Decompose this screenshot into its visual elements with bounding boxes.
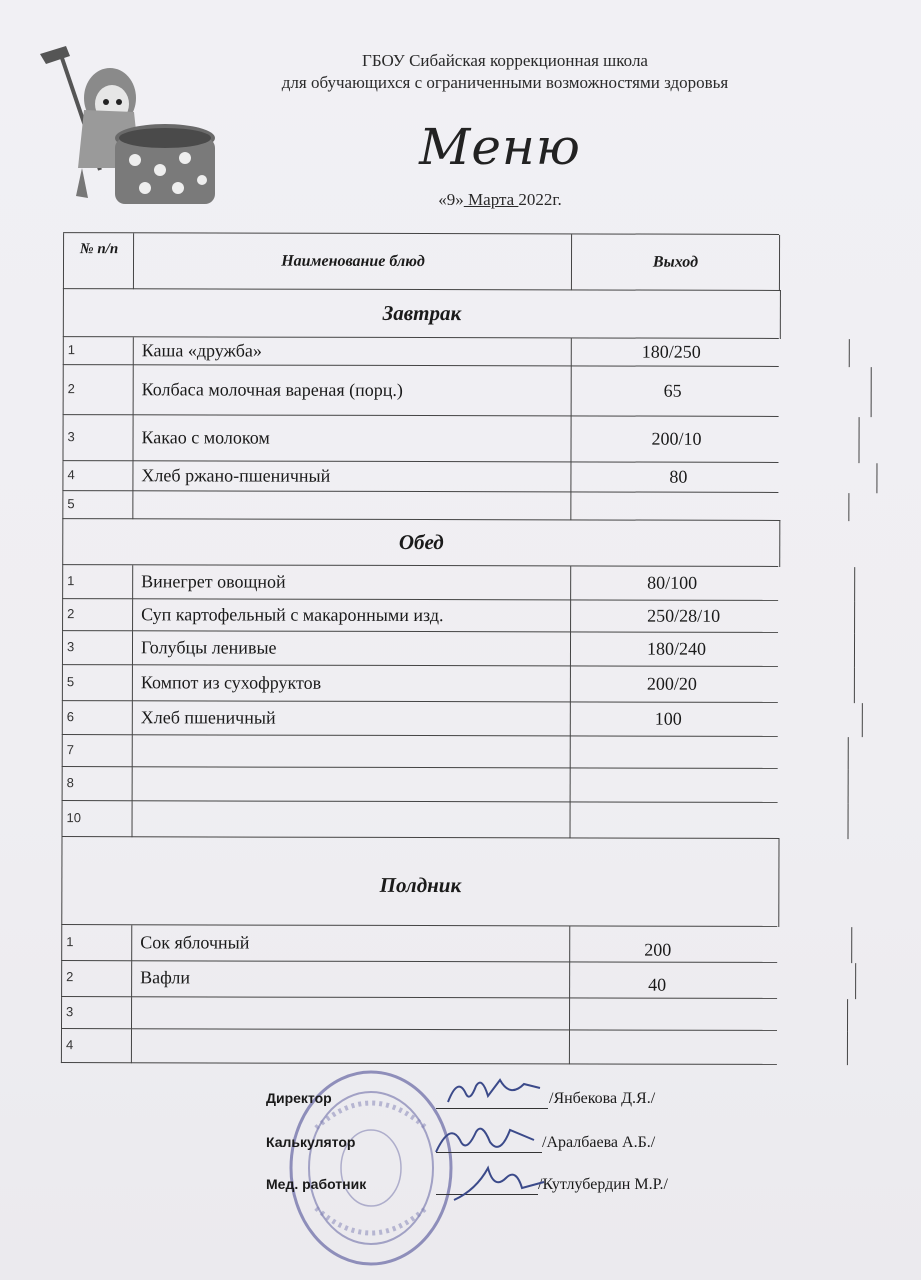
table-row — [62, 734, 778, 769]
signature-name: /Аралбаева А.Б./ — [542, 1134, 656, 1151]
row-dish: Суп картофельный с макаронными изд. — [132, 599, 579, 632]
row-number: 4 — [61, 1029, 136, 1063]
table-row — [62, 414, 778, 463]
table-row — [61, 924, 777, 963]
school-name — [210, 50, 800, 94]
row-output: 80 — [570, 462, 877, 493]
column-number-header: № п/п — [63, 233, 134, 289]
table-row — [61, 1028, 777, 1065]
row-dish — [131, 997, 578, 1030]
row-number: 8 — [62, 767, 137, 801]
row-number: 5 — [62, 665, 137, 701]
row-output: 200/20 — [570, 666, 855, 703]
row-output — [570, 768, 849, 803]
menu-date — [380, 190, 620, 210]
handwritten-signature — [450, 1160, 550, 1204]
row-number: 5 — [62, 491, 137, 519]
row-output — [570, 736, 849, 769]
signature-role: Калькулятор — [266, 1134, 356, 1150]
date-month: Марта — [463, 190, 519, 209]
signature-director — [266, 1090, 656, 1108]
row-output: 80/100 — [570, 566, 855, 601]
row-output: 180/250 — [571, 338, 850, 367]
row-dish — [132, 801, 579, 838]
row-number: 1 — [62, 565, 137, 599]
row-output: 40 — [569, 962, 856, 999]
row-output — [569, 1030, 848, 1065]
row-dish: Колбаса молочная вареная (порц.) — [133, 365, 580, 416]
row-number: 3 — [61, 997, 136, 1029]
table-header-row — [63, 232, 779, 291]
page-title: Меню — [419, 118, 581, 176]
row-dish: Винегрет овощной — [132, 565, 579, 600]
row-number: 2 — [62, 599, 137, 631]
row-number: 2 — [63, 365, 138, 415]
row-output: 200/10 — [570, 416, 859, 463]
signature-medic — [266, 1176, 668, 1194]
row-dish — [132, 491, 579, 520]
handwritten-signature — [430, 1120, 540, 1160]
row-dish: Какао с молоком — [132, 415, 579, 462]
menu-table — [61, 232, 779, 1064]
row-output — [570, 492, 849, 521]
table-row — [63, 336, 779, 367]
row-number: 3 — [62, 631, 137, 665]
row-dish: Каша «дружба» — [133, 337, 580, 366]
table-row — [62, 564, 778, 601]
column-output-header: Выход — [571, 234, 780, 291]
signature-name: /Янбекова Д.Я./ — [549, 1090, 656, 1107]
section-breakfast: Завтрак — [63, 288, 781, 339]
table-row — [62, 460, 778, 493]
row-dish: Хлеб ржано-пшеничный — [132, 461, 579, 492]
table-row — [61, 960, 777, 999]
table-row — [62, 630, 778, 667]
school-name-line2: для обучающихся с ограниченными возможностями здоровья — [281, 73, 729, 92]
row-number: 1 — [63, 337, 138, 365]
row-output: 65 — [571, 366, 872, 417]
row-output — [569, 998, 848, 1031]
row-number: 7 — [62, 735, 137, 767]
table-row — [62, 598, 778, 633]
row-number: 10 — [62, 801, 137, 837]
row-output: 200 — [569, 926, 852, 963]
table-row — [62, 766, 778, 803]
row-number: 6 — [62, 701, 137, 735]
row-output: 180/240 — [570, 632, 855, 667]
handwritten-signature — [440, 1072, 550, 1112]
row-output: 100 — [570, 702, 863, 737]
table-row — [62, 490, 778, 521]
row-dish — [132, 735, 579, 768]
row-number: 1 — [61, 925, 136, 961]
row-dish — [132, 767, 579, 802]
girl-with-pot-illustration — [20, 40, 220, 215]
row-output: 250/28/10 — [570, 600, 855, 633]
row-number: 3 — [62, 415, 137, 461]
table-row — [62, 700, 778, 737]
row-dish: Голубцы ленивые — [132, 631, 579, 666]
table-row — [62, 664, 778, 703]
date-year: 2022г. — [518, 190, 562, 209]
school-name-line1: ГБОУ Сибайская коррекционная школа — [362, 51, 648, 70]
signature-calculator — [266, 1134, 656, 1152]
row-number: 2 — [61, 961, 136, 997]
row-dish: Хлеб пшеничный — [132, 701, 579, 736]
signature-role: Мед. работник — [266, 1176, 367, 1192]
signature-role: Директор — [266, 1090, 332, 1106]
table-row — [62, 800, 778, 839]
date-day: «9» — [438, 190, 464, 209]
row-dish: Сок яблочный — [131, 925, 578, 962]
table-row — [63, 364, 779, 417]
section-lunch: Обед — [62, 518, 780, 567]
row-dish — [131, 1029, 578, 1064]
column-dish-header: Наименование блюд — [133, 233, 572, 290]
row-dish: Вафли — [131, 961, 578, 998]
row-dish: Компот из сухофруктов — [132, 665, 579, 702]
signature-name: /Кутлубердин М.Р./ — [538, 1176, 668, 1193]
table-row — [61, 996, 777, 1031]
section-afternoon-snack: Полдник — [61, 836, 779, 927]
row-number: 4 — [62, 461, 137, 491]
row-output — [570, 802, 849, 839]
